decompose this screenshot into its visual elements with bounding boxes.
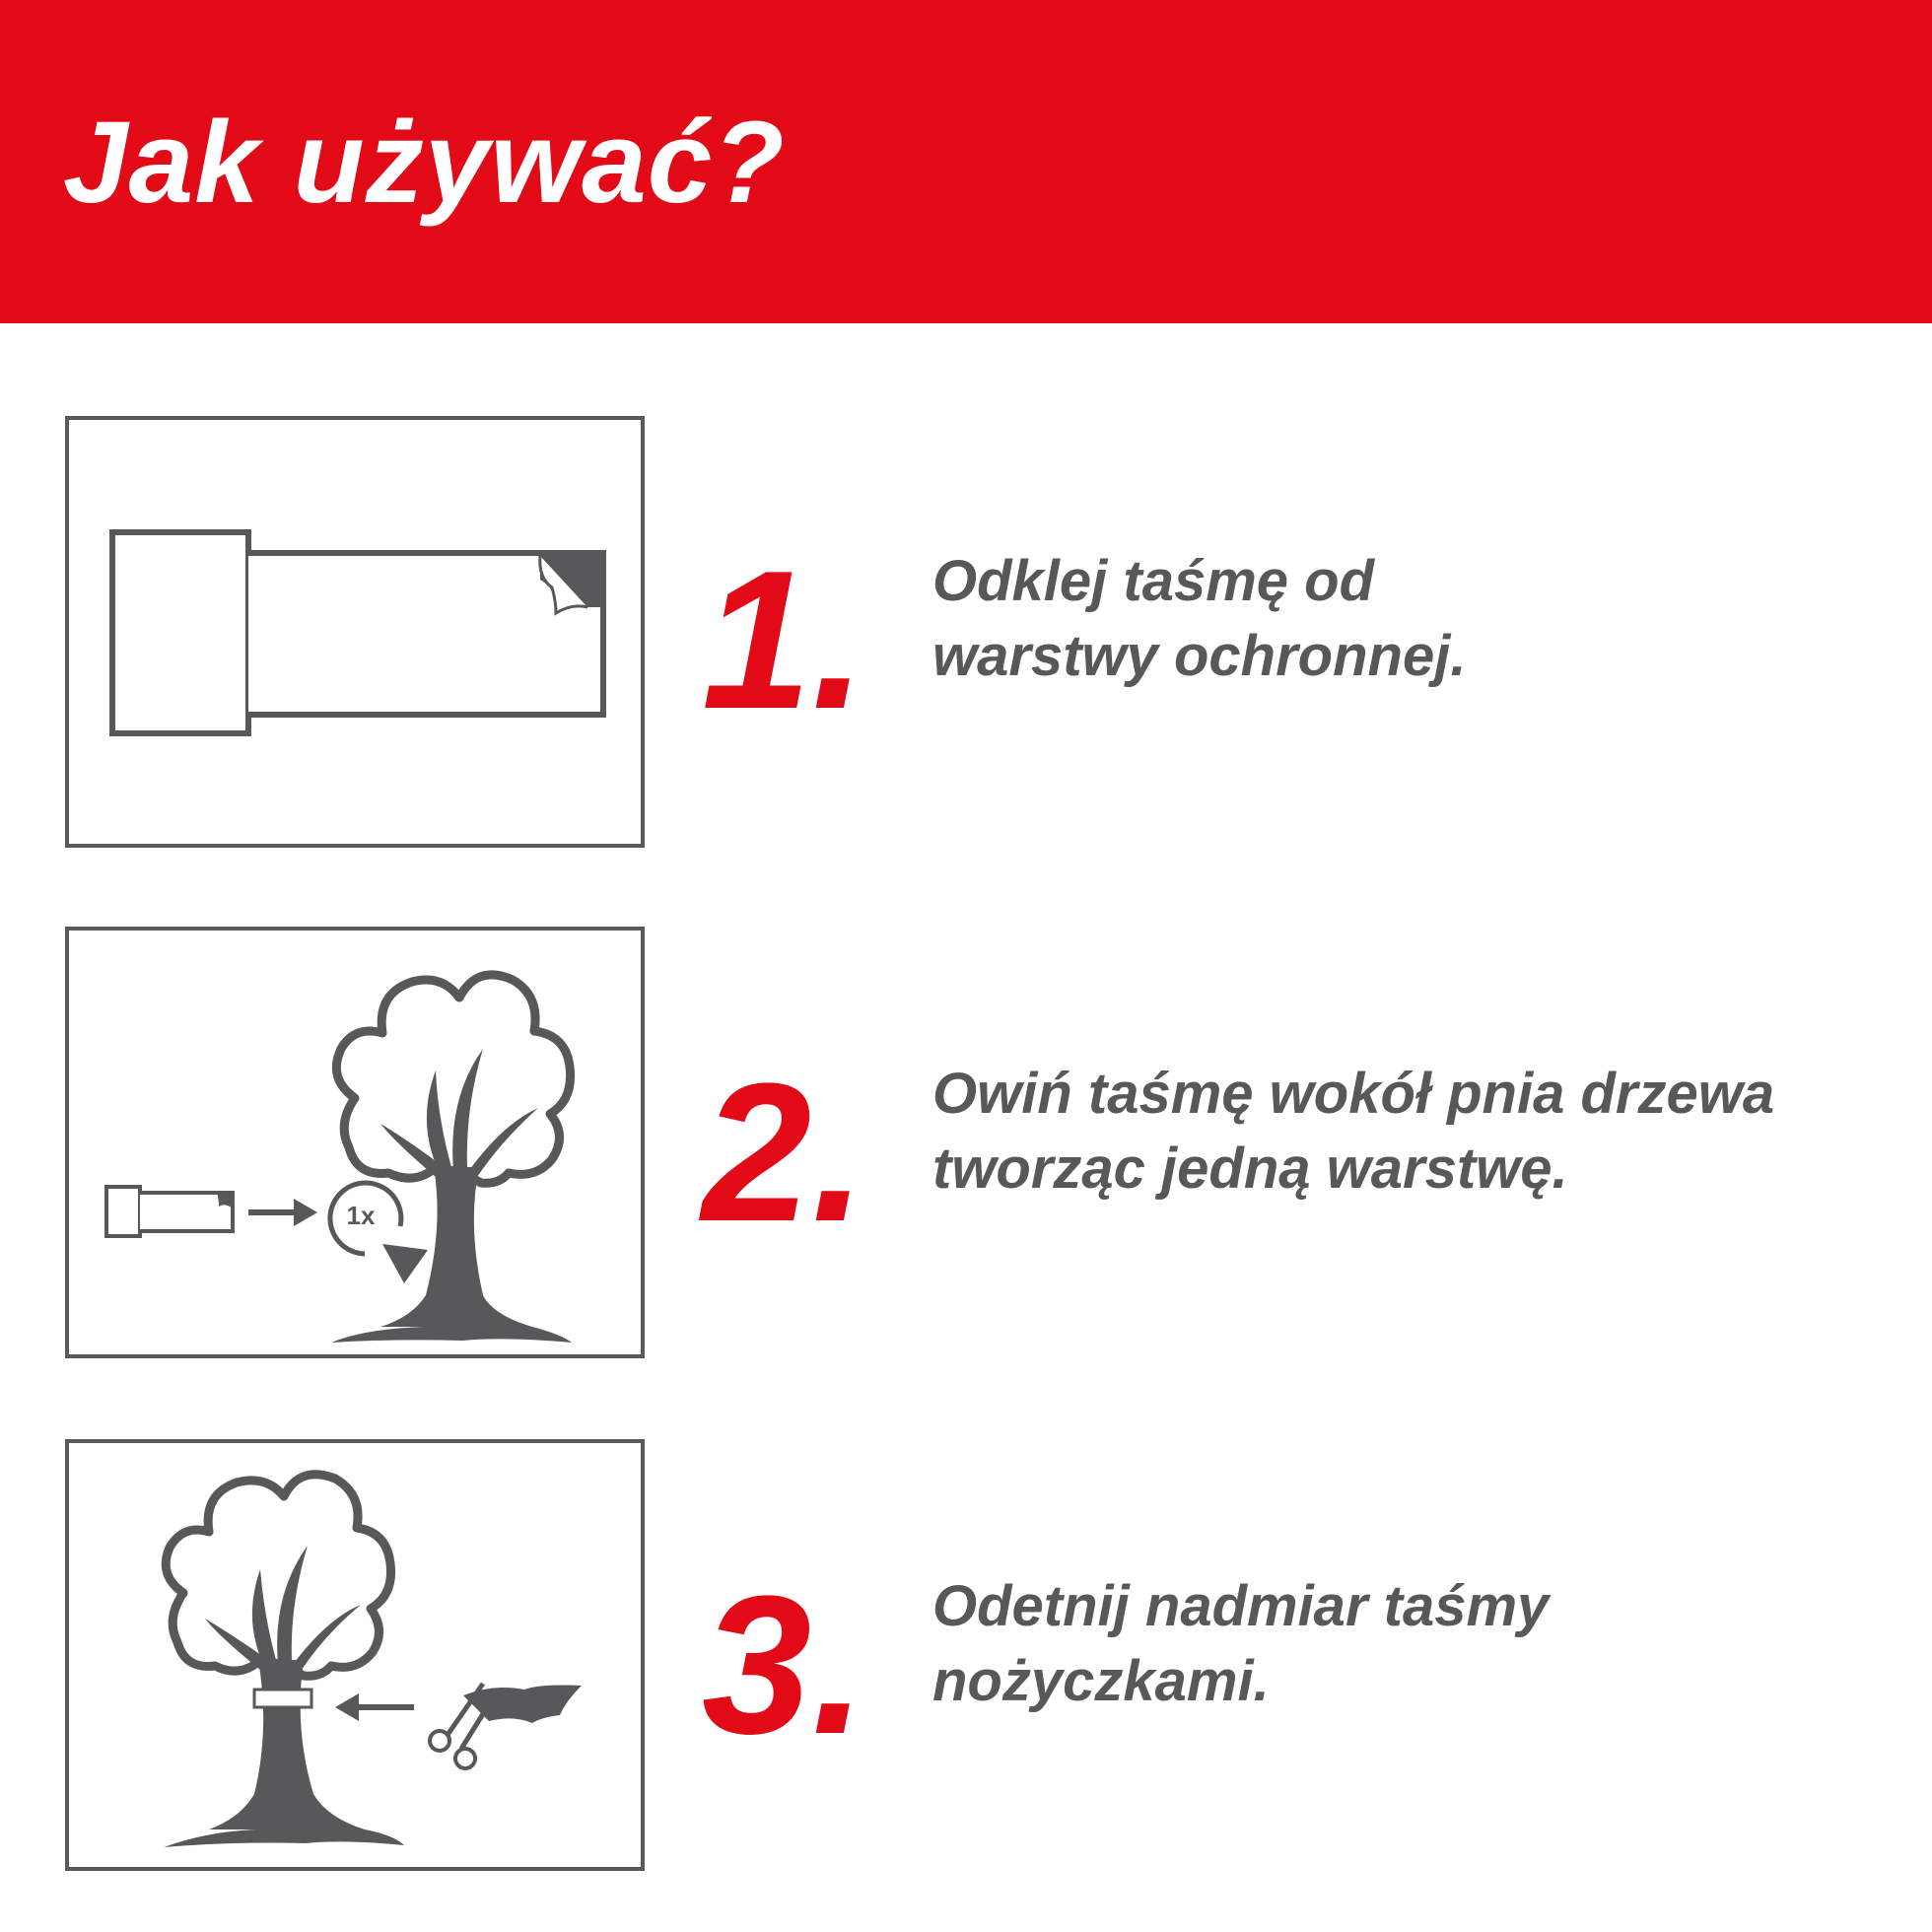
- step-3-illustration-panel: [65, 1439, 645, 1871]
- step-1-illustration-panel: [65, 416, 645, 848]
- step-3-text: [932, 1569, 1898, 1719]
- step-1-number: 1.: [702, 530, 866, 750]
- header-banner: [0, 0, 1932, 323]
- wrap-count-badge: 1x: [346, 1201, 376, 1230]
- step-1-line-2: warstwy ochronnej.: [932, 624, 1467, 688]
- tree-scissors-icon: [69, 1443, 641, 1867]
- step-2-illustration-panel: [65, 927, 645, 1358]
- step-2-line-1: Owiń taśmę wokół pnia drzewa: [932, 1062, 1775, 1126]
- step-3-line-2: nożyczkami.: [932, 1649, 1270, 1713]
- step-3-line-1: Odetnij nadmiar taśmy: [932, 1574, 1550, 1638]
- step-1-text: [932, 544, 1898, 694]
- step-2-line-2: tworząc jedną warstwę.: [932, 1137, 1568, 1201]
- step-2-text: [932, 1057, 1898, 1207]
- step-1-line-1: Odklej taśmę od: [932, 549, 1375, 613]
- tree-wrap-icon: [69, 931, 641, 1354]
- tape-roll-peel-icon: [69, 420, 641, 844]
- step-3-number: 3.: [702, 1555, 866, 1775]
- step-2-number: 2.: [702, 1043, 866, 1263]
- page-title: Jak używać?: [63, 98, 786, 228]
